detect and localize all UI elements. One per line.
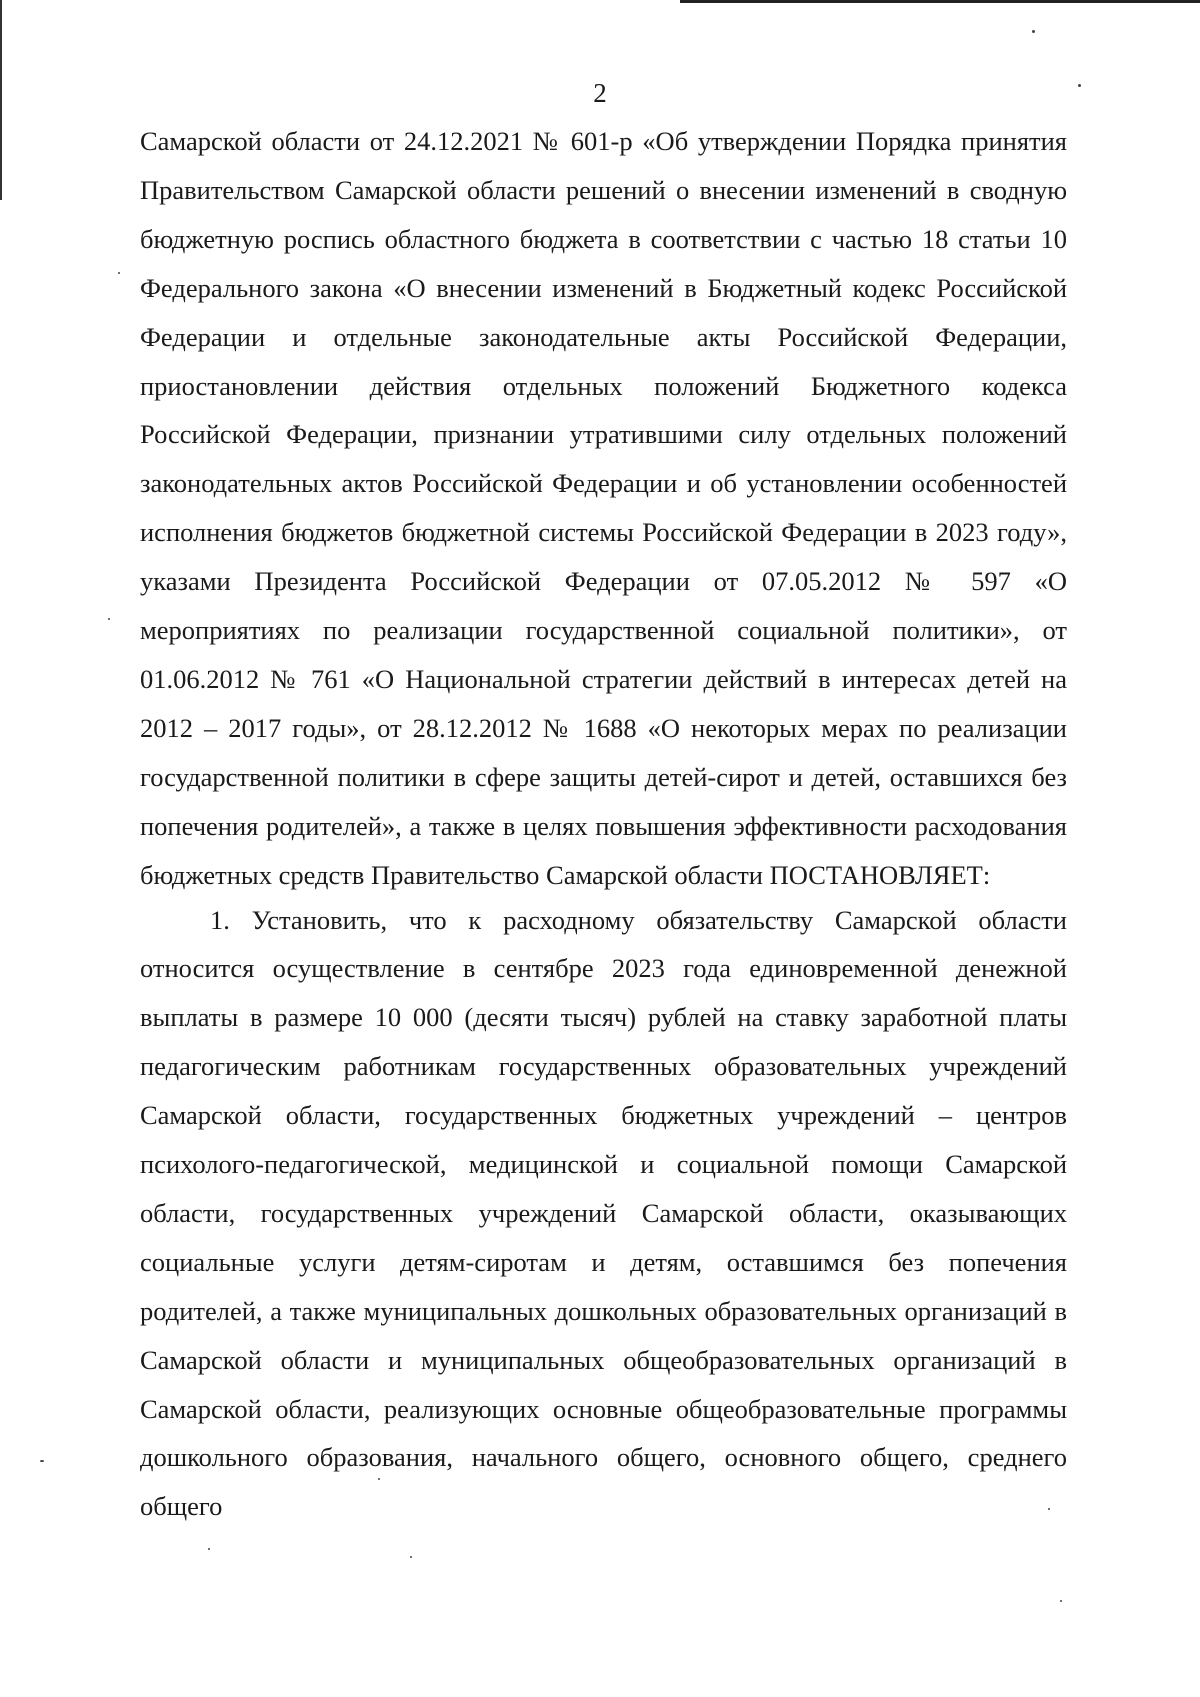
paragraph-preamble: Самарской области от 24.12.2021 № 601-р «Об утверждении Порядка принятия Правительством Самарской области решений о внесении изменений в сводную бюджетную роспись областного бюджета в соответствии с частью 18 статьи 10 Федерального закона «О внесении изменений в Бюджетный кодекс Российской Федерации и отдельные законодательные акты Российской Федерации, приостановлении действия отдельных положений Бюджетного кодекса Российской Федерации, признании утратившими силу отдельных положений законодательных актов Российской Федерации и об установлении особенностей исполнения бюджетов бюджетной системы Российской Федерации в 2023 году», указами Президента Российской Федерации от 07.05.2012 № 597 «О мероприятиях по реализации государственной социальной политики», от 01.06.2012 № 761 «О Национальной стратегии действий в интересах детей на 2012 – 2017 годы», от 28.12.2012 № 1688 «О некоторых мерах по реализации государственной политики в сфере защиты детей-сирот и детей, оставшихся без попечения родителей», а также в целях повышения эффективности расходования бюджетных средств Правительство Самарской области ПОСТАНОВЛЯЕТ:: [140, 126, 1067, 890]
scan-speck: [108, 618, 110, 620]
scan-speck: [410, 1556, 412, 1558]
scan-speck: [1048, 1508, 1050, 1510]
scan-speck: [1078, 84, 1081, 87]
paragraph-clause-1: 1. Установить, что к расходному обязательству Самарской области относится осуществление в сентябре 2023 года единовременной денежной выплаты в размере 10 000 (десяти тысяч) рублей на ставку заработной платы педагогическим работникам государственных образовательных учреждений Самарской области, государственных бюджетных учреждений – центров психолого-педагогической, медицинской и социальной помощи Самарской области, государственных учреждений Самарской области, оказывающих социальные услуги детям-сиротам и детям, оставшимся без попечения родителей, а также муниципальных дошкольных образовательных организаций в Самарской области и муниципальных общеобразовательных организаций в Самарской области, реализующих основные общеобразовательные программы дошкольного образования, начального общего, основного общего, среднего общего: [140, 904, 1067, 1522]
scan-speck: [1032, 30, 1035, 33]
scan-speck: [40, 1460, 44, 1462]
scan-speck: [1060, 1600, 1062, 1602]
document-body: [140, 117, 1067, 1531]
scan-speck: [208, 1548, 210, 1550]
scan-border-top: [680, 0, 1200, 3]
page-number: 2: [593, 78, 607, 108]
scan-speck: [378, 1478, 380, 1480]
scan-speck: [118, 272, 120, 274]
